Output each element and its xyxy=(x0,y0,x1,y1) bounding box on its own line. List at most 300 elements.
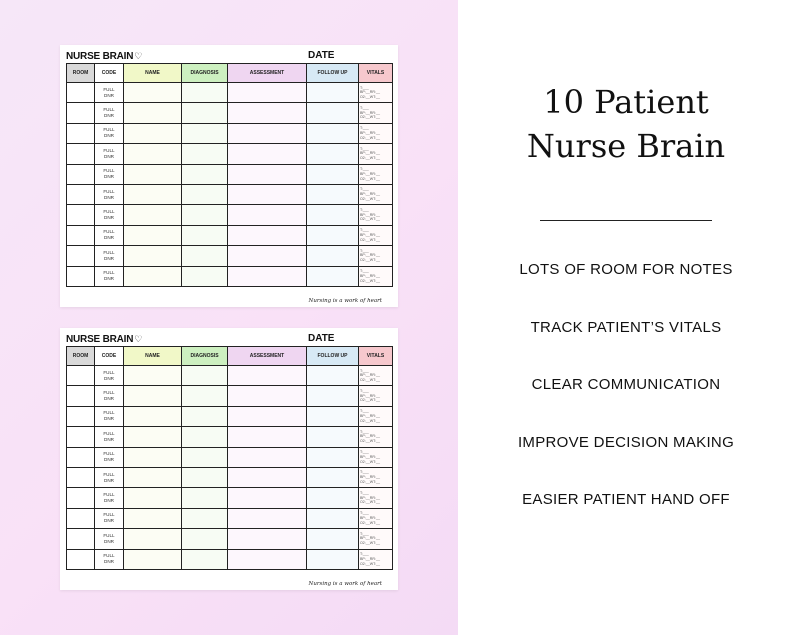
cell-room xyxy=(67,386,95,406)
vitals-field: BP:__RR:__ xyxy=(360,536,380,541)
cell-diagnosis xyxy=(182,144,228,164)
vitals-field: O2:__WT:__ xyxy=(360,156,380,161)
column-header-diagnosis: DIAGNOSIS xyxy=(182,64,228,83)
feature-item: TRACK PATIENT’S VITALS xyxy=(530,318,722,336)
table-row xyxy=(67,164,393,184)
feature-item: EASIER PATIENT HAND OFF xyxy=(522,491,730,508)
code-full: FULL xyxy=(103,532,115,538)
vitals-field: T:___ xyxy=(360,269,369,274)
table-row xyxy=(67,508,393,528)
code-dnr: DNR xyxy=(104,215,114,221)
cell-assessment xyxy=(228,123,307,143)
heart-icon: ♡ xyxy=(134,334,143,344)
cell-diagnosis xyxy=(182,549,228,569)
cell-room xyxy=(67,164,95,184)
vitals-field: T:___ xyxy=(360,126,369,131)
sheet-title-text: NURSE BRAIN xyxy=(66,334,134,345)
vitals-field: T:___ xyxy=(360,105,369,110)
vitals-field: O2:__WT:__ xyxy=(360,561,380,566)
cell-name xyxy=(124,184,182,204)
cell-vitals xyxy=(359,83,393,103)
date-label: DATE xyxy=(308,50,335,61)
cell-assessment xyxy=(228,103,307,123)
cell-room xyxy=(67,549,95,569)
code-dnr: DNR xyxy=(104,375,114,381)
code-dnr: DNR xyxy=(104,92,114,98)
cell-name xyxy=(124,266,182,286)
vitals-field: BP:__RR:__ xyxy=(360,171,380,176)
vitals-field: O2:__WT:__ xyxy=(360,135,380,140)
code-dnr: DNR xyxy=(104,538,114,544)
cell-assessment xyxy=(228,184,307,204)
vitals-field: O2:__WT:__ xyxy=(360,480,380,485)
cell-follow-up xyxy=(307,427,359,447)
cell-name xyxy=(124,406,182,426)
code-dnr: DNR xyxy=(104,255,114,261)
code-dnr: DNR xyxy=(104,518,114,524)
table-body xyxy=(67,83,393,287)
code-dnr: DNR xyxy=(104,235,114,241)
cell-diagnosis xyxy=(182,447,228,467)
cell-diagnosis xyxy=(182,488,228,508)
table-body xyxy=(67,366,393,570)
table-row xyxy=(67,386,393,406)
cell-code xyxy=(95,184,124,204)
cell-code xyxy=(95,488,124,508)
vitals-field: O2:__WT:__ xyxy=(360,459,380,464)
vitals-field: BP:__RR:__ xyxy=(360,475,380,480)
cell-room xyxy=(67,406,95,426)
cell-assessment xyxy=(228,246,307,266)
cell-follow-up xyxy=(307,164,359,184)
cell-code xyxy=(95,549,124,569)
code-dnr: DNR xyxy=(104,194,114,200)
code-dnr: DNR xyxy=(104,174,114,180)
vitals-field: BP:__RR:__ xyxy=(360,90,380,95)
code-full: FULL xyxy=(103,430,115,436)
cell-assessment xyxy=(228,83,307,103)
cell-vitals xyxy=(359,144,393,164)
cell-assessment xyxy=(228,467,307,487)
code-full: FULL xyxy=(103,147,115,153)
code-full: FULL xyxy=(103,451,115,457)
table-row xyxy=(67,205,393,225)
cell-room xyxy=(67,123,95,143)
vitals-field: T:___ xyxy=(360,207,369,212)
table-header-row xyxy=(67,64,393,83)
code-full: FULL xyxy=(103,390,115,396)
vitals-field: T:___ xyxy=(360,511,369,516)
column-header-assessment: ASSESSMENT xyxy=(228,64,307,83)
cell-room xyxy=(67,467,95,487)
table-row xyxy=(67,467,393,487)
cell-name xyxy=(124,225,182,245)
cell-diagnosis xyxy=(182,366,228,386)
tagline: Nursing is a work of heart xyxy=(308,298,382,304)
vitals-field: BP:__RR:__ xyxy=(360,233,380,238)
cell-name xyxy=(124,447,182,467)
cell-vitals xyxy=(359,205,393,225)
sheet-title-text: NURSE BRAIN xyxy=(66,51,134,62)
vitals-field: BP:__RR:__ xyxy=(360,454,380,459)
vitals-field: O2:__WT:__ xyxy=(360,378,380,383)
cell-follow-up xyxy=(307,83,359,103)
table-row xyxy=(67,549,393,569)
vitals-field: O2:__WT:__ xyxy=(360,197,380,202)
cell-assessment xyxy=(228,266,307,286)
cell-code xyxy=(95,83,124,103)
table-row xyxy=(67,406,393,426)
column-header-follow-up: FOLLOW UP xyxy=(307,64,359,83)
vitals-field: T:___ xyxy=(360,409,369,414)
cell-code xyxy=(95,386,124,406)
vitals-field: BP:__RR:__ xyxy=(360,192,380,197)
cell-assessment xyxy=(228,205,307,225)
code-dnr: DNR xyxy=(104,416,114,422)
nurse-brain-sheet-bottom xyxy=(60,328,398,590)
vitals-field: O2:__WT:__ xyxy=(360,520,380,525)
cell-vitals xyxy=(359,427,393,447)
cell-diagnosis xyxy=(182,427,228,447)
cell-room xyxy=(67,205,95,225)
cell-assessment xyxy=(228,366,307,386)
cell-assessment xyxy=(228,386,307,406)
cell-code xyxy=(95,103,124,123)
cell-follow-up xyxy=(307,549,359,569)
cell-follow-up xyxy=(307,246,359,266)
vitals-field: BP:__RR:__ xyxy=(360,212,380,217)
cell-code xyxy=(95,123,124,143)
cell-name xyxy=(124,144,182,164)
cell-diagnosis xyxy=(182,205,228,225)
column-header-vitals: VITALS xyxy=(359,347,393,366)
cell-code xyxy=(95,508,124,528)
vitals-field: T:___ xyxy=(360,450,369,455)
cell-code xyxy=(95,266,124,286)
cell-assessment xyxy=(228,549,307,569)
cell-vitals xyxy=(359,103,393,123)
cell-assessment xyxy=(228,427,307,447)
column-header-follow-up: FOLLOW UP xyxy=(307,347,359,366)
vitals-field: O2:__WT:__ xyxy=(360,278,380,283)
vitals-field: O2:__WT:__ xyxy=(360,500,380,505)
cell-follow-up xyxy=(307,508,359,528)
cell-diagnosis xyxy=(182,386,228,406)
column-header-vitals: VITALS xyxy=(359,64,393,83)
code-dnr: DNR xyxy=(104,276,114,282)
code-dnr: DNR xyxy=(104,133,114,139)
cell-follow-up xyxy=(307,184,359,204)
cell-follow-up xyxy=(307,144,359,164)
vitals-field: T:___ xyxy=(360,490,369,495)
code-dnr: DNR xyxy=(104,396,114,402)
vitals-field: T:___ xyxy=(360,167,369,172)
cell-name xyxy=(124,386,182,406)
right-panel xyxy=(458,0,794,635)
cell-room xyxy=(67,427,95,447)
cell-assessment xyxy=(228,406,307,426)
divider xyxy=(540,220,712,221)
cell-vitals xyxy=(359,467,393,487)
code-full: FULL xyxy=(103,369,115,375)
table-row xyxy=(67,83,393,103)
vitals-field: T:___ xyxy=(360,388,369,393)
cell-diagnosis xyxy=(182,467,228,487)
cell-code xyxy=(95,406,124,426)
vitals-field: T:___ xyxy=(360,470,369,475)
vitals-field: BP:__RR:__ xyxy=(360,516,380,521)
table-row xyxy=(67,366,393,386)
cell-diagnosis xyxy=(182,103,228,123)
code-full: FULL xyxy=(103,270,115,276)
table-row xyxy=(67,488,393,508)
vitals-field: O2:__WT:__ xyxy=(360,418,380,423)
headline-line-2: Nurse Brain xyxy=(526,127,726,165)
code-full: FULL xyxy=(103,512,115,518)
cell-follow-up xyxy=(307,488,359,508)
cell-vitals xyxy=(359,508,393,528)
cell-follow-up xyxy=(307,205,359,225)
vitals-field: BP:__RR:__ xyxy=(360,393,380,398)
table-row xyxy=(67,246,393,266)
cell-assessment xyxy=(228,447,307,467)
cell-name xyxy=(124,205,182,225)
table-row xyxy=(67,529,393,549)
cell-room xyxy=(67,366,95,386)
cell-follow-up xyxy=(307,467,359,487)
code-full: FULL xyxy=(103,471,115,477)
vitals-field: BP:__RR:__ xyxy=(360,110,380,115)
cell-follow-up xyxy=(307,386,359,406)
cell-diagnosis xyxy=(182,164,228,184)
code-full: FULL xyxy=(103,410,115,416)
vitals-field: O2:__WT:__ xyxy=(360,217,380,222)
tagline: Nursing is a work of heart xyxy=(308,581,382,587)
headline-line-1: 10 Patient xyxy=(543,83,709,121)
table-row xyxy=(67,225,393,245)
table-row xyxy=(67,103,393,123)
cell-vitals xyxy=(359,123,393,143)
patient-table xyxy=(66,63,393,287)
cell-diagnosis xyxy=(182,266,228,286)
vitals-field: O2:__WT:__ xyxy=(360,398,380,403)
column-header-diagnosis: DIAGNOSIS xyxy=(182,347,228,366)
cell-room xyxy=(67,184,95,204)
cell-room xyxy=(67,83,95,103)
vitals-field: O2:__WT:__ xyxy=(360,115,380,120)
cell-code xyxy=(95,205,124,225)
cell-code xyxy=(95,529,124,549)
cell-name xyxy=(124,366,182,386)
cell-name xyxy=(124,508,182,528)
vitals-field: BP:__RR:__ xyxy=(360,151,380,156)
cell-name xyxy=(124,488,182,508)
cell-follow-up xyxy=(307,406,359,426)
cell-code xyxy=(95,225,124,245)
cell-name xyxy=(124,549,182,569)
cell-code xyxy=(95,467,124,487)
column-header-room: ROOM xyxy=(67,64,95,83)
column-header-assessment: ASSESSMENT xyxy=(228,347,307,366)
column-header-name: NAME xyxy=(124,347,182,366)
nurse-brain-sheet-top xyxy=(60,45,398,307)
code-dnr: DNR xyxy=(104,477,114,483)
cell-code xyxy=(95,427,124,447)
cell-vitals xyxy=(359,488,393,508)
table-row xyxy=(67,184,393,204)
code-dnr: DNR xyxy=(104,559,114,565)
cell-vitals xyxy=(359,246,393,266)
cell-room xyxy=(67,246,95,266)
vitals-field: T:___ xyxy=(360,531,369,536)
cell-assessment xyxy=(228,225,307,245)
cell-name xyxy=(124,83,182,103)
cell-diagnosis xyxy=(182,406,228,426)
vitals-field: O2:__WT:__ xyxy=(360,176,380,181)
cell-diagnosis xyxy=(182,123,228,143)
vitals-field: T:___ xyxy=(360,429,369,434)
code-dnr: DNR xyxy=(104,457,114,463)
vitals-field: T:___ xyxy=(360,368,369,373)
column-header-code: CODE xyxy=(95,64,124,83)
vitals-field: O2:__WT:__ xyxy=(360,541,380,546)
cell-vitals xyxy=(359,406,393,426)
code-dnr: DNR xyxy=(104,436,114,442)
cell-assessment xyxy=(228,144,307,164)
cell-vitals xyxy=(359,164,393,184)
code-full: FULL xyxy=(103,249,115,255)
code-full: FULL xyxy=(103,553,115,559)
vitals-field: O2:__WT:__ xyxy=(360,237,380,242)
cell-follow-up xyxy=(307,266,359,286)
code-full: FULL xyxy=(103,188,115,194)
cell-diagnosis xyxy=(182,83,228,103)
cell-room xyxy=(67,103,95,123)
cell-vitals xyxy=(359,447,393,467)
cell-vitals xyxy=(359,549,393,569)
cell-assessment xyxy=(228,529,307,549)
vitals-field: O2:__WT:__ xyxy=(360,95,380,100)
cell-code xyxy=(95,164,124,184)
code-full: FULL xyxy=(103,492,115,498)
vitals-field: T:___ xyxy=(360,146,369,151)
cell-assessment xyxy=(228,488,307,508)
cell-room xyxy=(67,529,95,549)
cell-vitals xyxy=(359,366,393,386)
code-full: FULL xyxy=(103,127,115,133)
feature-item: IMPROVE DECISION MAKING xyxy=(517,433,735,451)
cell-follow-up xyxy=(307,103,359,123)
cell-name xyxy=(124,246,182,266)
vitals-field: BP:__RR:__ xyxy=(360,253,380,258)
cell-diagnosis xyxy=(182,225,228,245)
cell-follow-up xyxy=(307,529,359,549)
cell-room xyxy=(67,225,95,245)
cell-name xyxy=(124,529,182,549)
vitals-field: BP:__RR:__ xyxy=(360,414,380,419)
cell-name xyxy=(124,427,182,447)
sheet-header xyxy=(66,50,392,62)
cell-room xyxy=(67,144,95,164)
table-row xyxy=(67,266,393,286)
code-full: FULL xyxy=(103,168,115,174)
cell-vitals xyxy=(359,225,393,245)
vitals-field: BP:__RR:__ xyxy=(360,273,380,278)
feature-item: CLEAR COMMUNICATION xyxy=(531,376,721,393)
table-header-row xyxy=(67,347,393,366)
cell-diagnosis xyxy=(182,529,228,549)
cell-room xyxy=(67,266,95,286)
sheet-title xyxy=(66,50,142,63)
code-full: FULL xyxy=(103,107,115,113)
code-full: FULL xyxy=(103,209,115,215)
vitals-field: T:___ xyxy=(360,85,369,90)
patient-table xyxy=(66,346,393,570)
cell-follow-up xyxy=(307,366,359,386)
cell-follow-up xyxy=(307,123,359,143)
cell-vitals xyxy=(359,386,393,406)
cell-name xyxy=(124,164,182,184)
cell-code xyxy=(95,366,124,386)
vitals-field: O2:__WT:__ xyxy=(360,439,380,444)
cell-room xyxy=(67,488,95,508)
vitals-field: T:___ xyxy=(360,248,369,253)
vitals-field: T:___ xyxy=(360,187,369,192)
code-full: FULL xyxy=(103,229,115,235)
headline xyxy=(458,80,794,168)
feature-item: LOTS OF ROOM FOR NOTES xyxy=(519,261,733,278)
vitals-field: BP:__RR:__ xyxy=(360,131,380,136)
cell-vitals xyxy=(359,266,393,286)
cell-follow-up xyxy=(307,225,359,245)
cell-name xyxy=(124,103,182,123)
column-header-name: NAME xyxy=(124,64,182,83)
cell-code xyxy=(95,447,124,467)
cell-vitals xyxy=(359,529,393,549)
cell-room xyxy=(67,508,95,528)
cell-diagnosis xyxy=(182,184,228,204)
code-full: FULL xyxy=(103,86,115,92)
table-row xyxy=(67,447,393,467)
cell-follow-up xyxy=(307,447,359,467)
cell-room xyxy=(67,447,95,467)
cell-assessment xyxy=(228,508,307,528)
cell-code xyxy=(95,246,124,266)
date-label: DATE xyxy=(308,333,335,344)
cell-name xyxy=(124,467,182,487)
vitals-field: T:___ xyxy=(360,552,369,557)
cell-diagnosis xyxy=(182,246,228,266)
vitals-field: BP:__RR:__ xyxy=(360,434,380,439)
table-row xyxy=(67,427,393,447)
vitals-field: BP:__RR:__ xyxy=(360,556,380,561)
cell-vitals xyxy=(359,184,393,204)
cell-name xyxy=(124,123,182,143)
cell-assessment xyxy=(228,164,307,184)
code-dnr: DNR xyxy=(104,153,114,159)
column-header-code: CODE xyxy=(95,347,124,366)
table-row xyxy=(67,123,393,143)
sheet-header xyxy=(66,333,392,345)
heart-icon: ♡ xyxy=(134,51,143,61)
table-row xyxy=(67,144,393,164)
column-header-room: ROOM xyxy=(67,347,95,366)
vitals-field: BP:__RR:__ xyxy=(360,373,380,378)
code-dnr: DNR xyxy=(104,498,114,504)
vitals-field: T:___ xyxy=(360,228,369,233)
vitals-field: O2:__WT:__ xyxy=(360,258,380,263)
vitals-field: BP:__RR:__ xyxy=(360,495,380,500)
